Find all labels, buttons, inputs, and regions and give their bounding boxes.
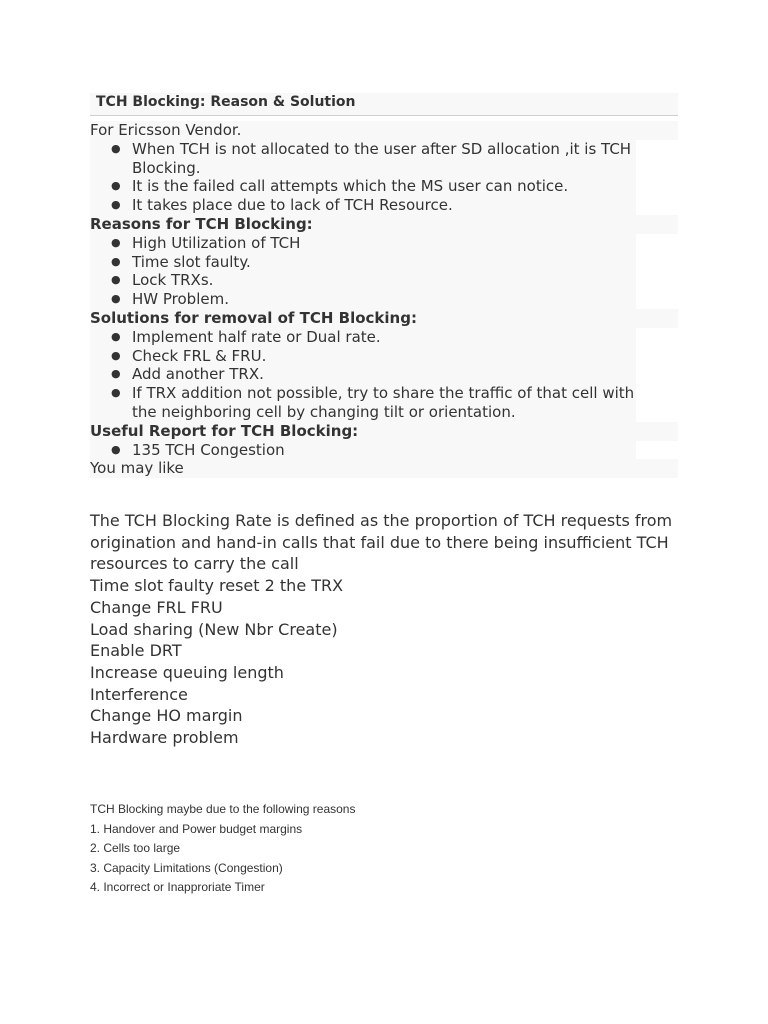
list-item: ● HW Problem. bbox=[90, 290, 636, 309]
solutions-list bbox=[90, 328, 678, 422]
reasons-heading: Reasons for TCH Blocking: bbox=[90, 215, 678, 234]
bullet-icon: ● bbox=[111, 141, 121, 155]
bullet-icon: ● bbox=[111, 235, 121, 249]
reasons-note bbox=[90, 800, 690, 898]
definition-paragraph: The TCH Blocking Rate is defined as the proportion of TCH requests from origination and hand-in calls that fail due to there being insufficient TCH resources to carry the call bbox=[90, 511, 673, 574]
note-line: 3. Capacity Limitations (Congestion) bbox=[90, 860, 283, 875]
note-line: 2. Cells too large bbox=[90, 841, 181, 855]
bullet-icon: ● bbox=[111, 367, 121, 381]
note-line: Interference bbox=[90, 684, 188, 704]
notes-section bbox=[90, 510, 690, 749]
content-block bbox=[90, 121, 678, 478]
list-item: ● Check FRL & FRU. bbox=[90, 347, 636, 366]
note-line: 4. Incorrect or Inapproriate Timer bbox=[90, 880, 265, 894]
bullet-icon: ● bbox=[111, 348, 121, 362]
list-item: ● It is the failed call attempts which the MS user can notice. bbox=[90, 177, 636, 196]
reasons-list bbox=[90, 234, 678, 309]
bullet-icon: ● bbox=[111, 179, 121, 193]
bullet-icon: ● bbox=[111, 254, 121, 268]
bullet-icon: ● bbox=[111, 329, 121, 343]
bullet-icon: ● bbox=[111, 386, 121, 400]
note-heading: TCH Blocking maybe due to the following reasons bbox=[90, 802, 356, 816]
list-item: ● Lock TRXs. bbox=[90, 271, 636, 290]
you-may-like-text: You may like bbox=[90, 459, 678, 478]
intro-list bbox=[90, 140, 678, 215]
list-item: ● 135 TCH Congestion bbox=[90, 441, 636, 460]
report-list bbox=[90, 441, 678, 460]
note-line: Load sharing (New Nbr Create) bbox=[90, 619, 338, 639]
bullet-icon: ● bbox=[111, 442, 121, 456]
list-item: ● Time slot faulty. bbox=[90, 253, 636, 272]
note-line: Hardware problem bbox=[90, 728, 239, 748]
list-item: ● High Utilization of TCH bbox=[90, 234, 636, 253]
bullet-icon: ● bbox=[111, 292, 121, 306]
note-line: Change FRL FRU bbox=[90, 597, 223, 617]
list-item: ● Add another TRX. bbox=[90, 365, 636, 384]
list-item: ● It takes place due to lack of TCH Resource. bbox=[90, 196, 636, 215]
bullet-icon: ● bbox=[111, 198, 121, 212]
intro-text: For Ericsson Vendor. bbox=[90, 121, 678, 140]
note-line: Increase queuing length bbox=[90, 662, 284, 682]
solutions-heading: Solutions for removal of TCH Blocking: bbox=[90, 309, 678, 328]
list-item: ● Implement half rate or Dual rate. bbox=[90, 328, 636, 347]
bullet-icon: ● bbox=[111, 273, 121, 287]
note-line: 1. Handover and Power budget margins bbox=[90, 821, 303, 836]
note-line: Change HO margin bbox=[90, 706, 243, 726]
note-line: Enable DRT bbox=[90, 641, 182, 661]
list-item: ● If TRX addition not possible, try to share the traffic of that cell with the neighboring cell by changing tilt or orientation. bbox=[90, 384, 636, 422]
section-header bbox=[90, 93, 678, 116]
note-line: Time slot faulty reset 2 the TRX bbox=[90, 576, 344, 596]
report-heading: Useful Report for TCH Blocking: bbox=[90, 422, 678, 441]
list-item: ● When TCH is not allocated to the user after SD allocation ,it is TCH Blocking. bbox=[90, 140, 636, 178]
page-title: TCH Blocking: Reason & Solution bbox=[96, 94, 356, 110]
